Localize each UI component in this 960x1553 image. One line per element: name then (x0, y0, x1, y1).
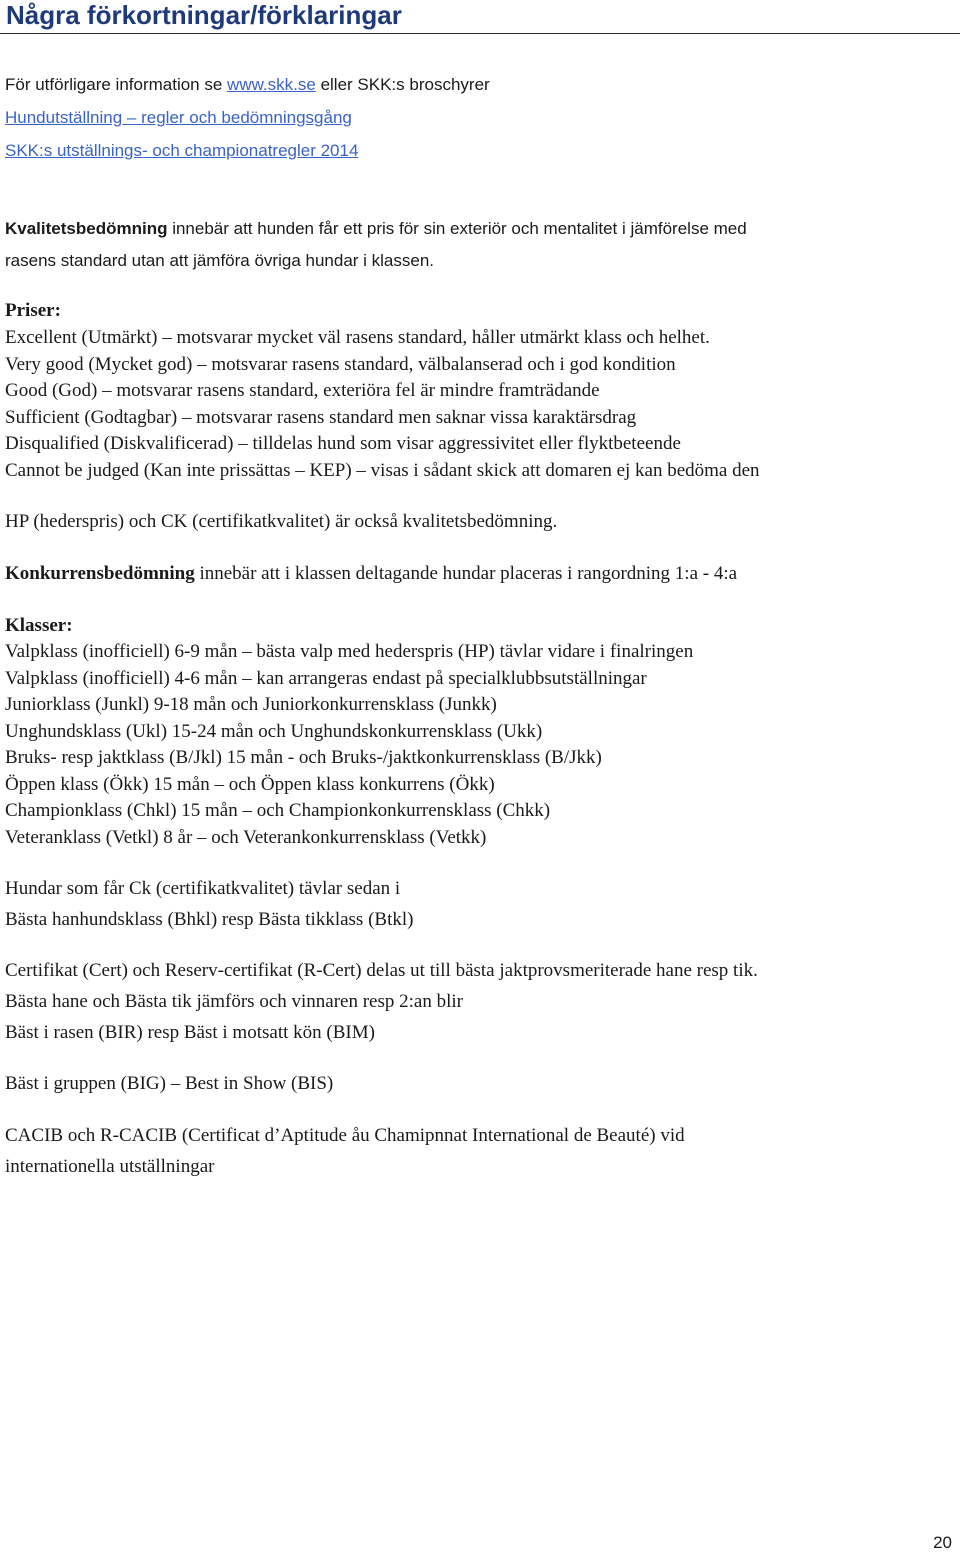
brochure-link-championatregler[interactable] (5, 140, 358, 162)
class-item: Veteranklass (Vetkl) 8 år – och Veterankonkurrensklass (Vetkk) (5, 827, 487, 848)
class-item: Bruks- resp jaktklass (B/Jkl) 15 mån - och Bruks-/jaktkonkurrensklass (B/Jkk) (5, 747, 602, 768)
prizes-title: Priser: (5, 300, 61, 321)
intro-line (5, 74, 490, 96)
class-item: Juniorklass (Junkl) 9-18 mån och Juniorkonkurrensklass (Junkk) (5, 694, 497, 715)
brochure-link-championatregler-text[interactable]: SKK:s utställnings- och championatregler 2014 (5, 141, 359, 160)
prize-item: Very good (Mycket god) – motsvarar rasens standard, välbalanserad och i god kondition (5, 354, 676, 375)
class-item: Unghundsklass (Ukl) 15-24 mån och Unghundskonkurrensklass (Ukk) (5, 721, 543, 742)
hp-note: HP (hederspris) och CK (certifikatkvalitet) är också kvalitetsbedömning. (5, 511, 558, 532)
ck-line-1: Hundar som får Ck (certifikatkvalitet) tävlar sedan i (5, 878, 401, 899)
prize-item: Cannot be judged (Kan inte prissättas – KEP) – visas i sådant skick att domaren ej kan bedöma den (5, 460, 760, 481)
competition-term: Konkurrensbedömning (5, 563, 195, 584)
quality-line-2: rasens standard utan att jämföra övriga hundar i klassen. (5, 251, 435, 270)
quality-line-1 (5, 218, 747, 240)
brochure-link-hundutstallning[interactable] (5, 107, 352, 129)
class-item: Championklass (Chkl) 15 mån – och Championkonkurrensklass (Chkk) (5, 800, 551, 821)
class-item: Valpklass (inofficiell) 6-9 mån – bästa valp med hederspris (HP) tävlar vidare i finalringen (5, 641, 694, 662)
cert-line-1: Certifikat (Cert) och Reserv-certifikat (R-Cert) delas ut till bästa jaktprovsmeriterade hane resp tik. (5, 960, 758, 981)
skk-website-link[interactable]: www.skk.se (227, 75, 316, 94)
ck-line-2: Bästa hanhundsklass (Bhkl) resp Bästa tikklass (Btkl) (5, 909, 414, 930)
cacib-line-2: internationella utställningar (5, 1156, 215, 1177)
brochure-link-hundutstallning-text[interactable]: Hundutställning – regler och bedömningsgång (5, 108, 352, 127)
quality-text-1: innebär att hunden får ett pris för sin exteriör och mentalitet i jämförelse med (167, 219, 747, 238)
competition-text: innebär att i klassen deltagande hundar placeras i rangordning 1:a - 4:a (194, 563, 738, 584)
prize-item: Sufficient (Godtagbar) – motsvarar rasens standard men saknar vissa karaktärsdrag (5, 407, 637, 428)
class-item: Valpklass (inofficiell) 4-6 mån – kan arrangeras endast på specialklubbsutställningar (5, 668, 647, 689)
competition-line (5, 563, 737, 585)
intro-prefix: För utförligare information se (5, 75, 228, 94)
cert-line-3: Bäst i rasen (BIR) resp Bäst i motsatt kön (BIM) (5, 1022, 375, 1043)
quality-term: Kvalitetsbedömning (5, 219, 168, 238)
heading-divider (0, 33, 960, 34)
page-heading: Några förkortningar/förklaringar (6, 0, 402, 30)
big-bis-line: Bäst i gruppen (BIG) – Best in Show (BIS) (5, 1073, 334, 1094)
page-number: 20 (933, 1533, 952, 1552)
cert-line-2: Bästa hane och Bästa tik jämförs och vinnaren resp 2:an blir (5, 991, 463, 1012)
prize-item: Good (God) – motsvarar rasens standard, exteriöra fel är mindre framträdande (5, 380, 600, 401)
intro-suffix: eller SKK:s broschyrer (315, 75, 490, 94)
prize-item: Excellent (Utmärkt) – motsvarar mycket väl rasens standard, håller utmärkt klass och helhet. (5, 327, 710, 348)
prize-item: Disqualified (Diskvalificerad) – tilldelas hund som visar aggressivitet eller flyktbeteende (5, 433, 681, 454)
class-item: Öppen klass (Ökk) 15 mån – och Öppen klass konkurrens (Ökk) (5, 774, 495, 795)
classes-title: Klasser: (5, 615, 73, 636)
cacib-line-1: CACIB och R-CACIB (Certificat d’Aptitude åu Chamipnnat International de Beauté) vid (5, 1125, 685, 1146)
